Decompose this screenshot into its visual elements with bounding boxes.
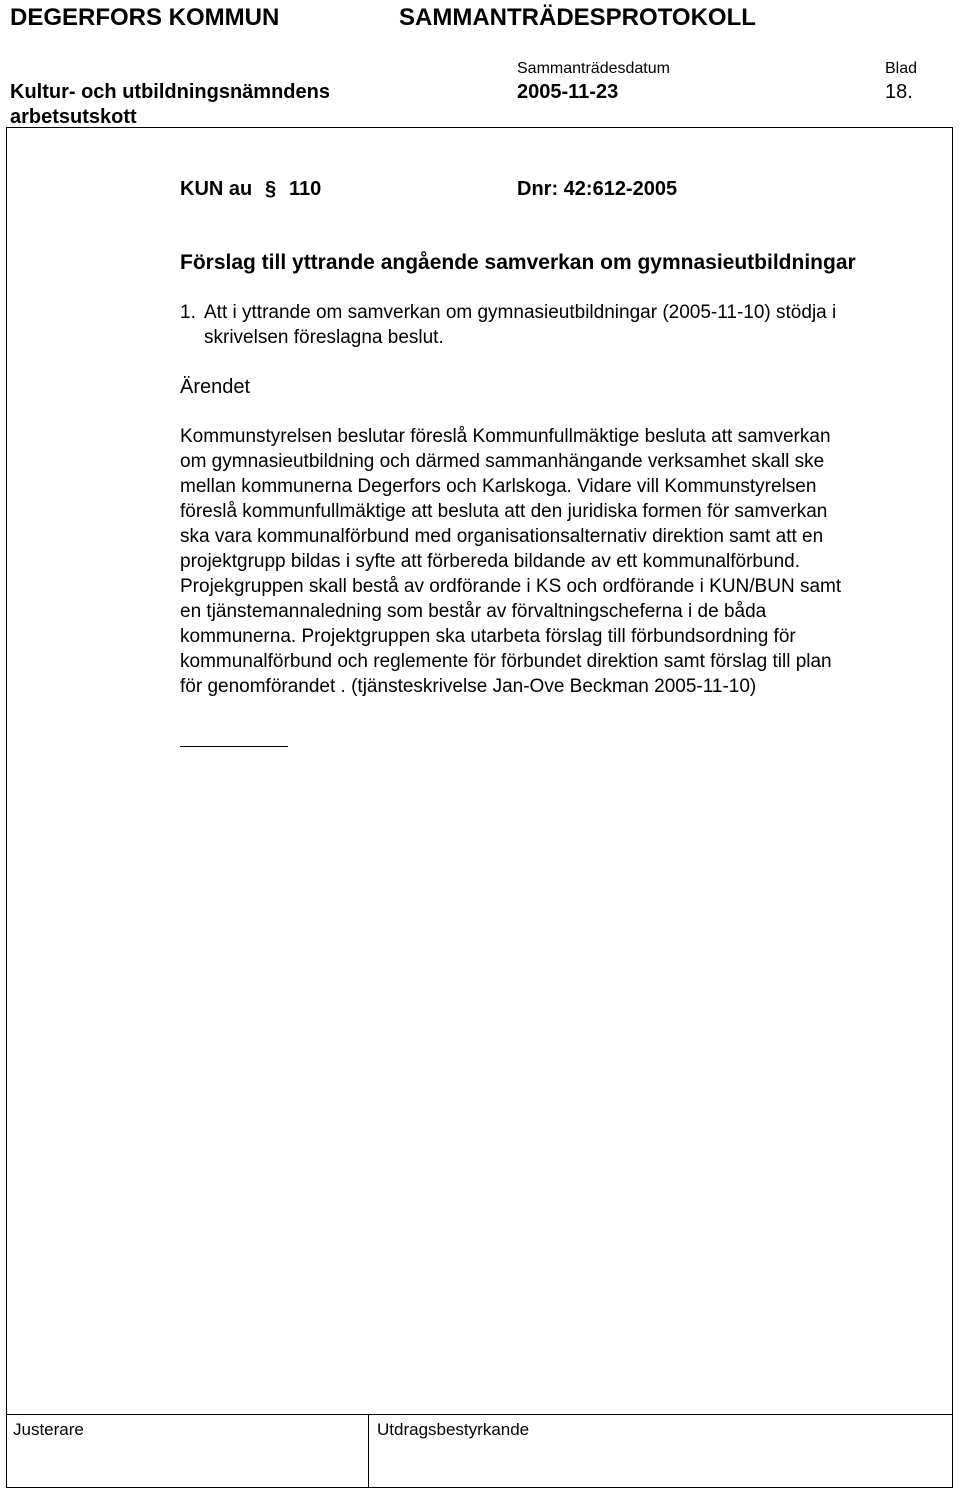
justerare-label: Justerare: [13, 1420, 84, 1439]
body-line: Projekgruppen skall bestå av ordförande i KS och ordförande i KUN/BUN samt: [180, 576, 842, 597]
body-line: ska vara kommunalförbund med organisationsalternativ direktion samt att en: [180, 526, 824, 547]
section-heading: Ärendet: [180, 376, 251, 398]
end-rule: [180, 746, 288, 747]
body-line: en tjänstemannaledning som består av förvaltningscheferna i de båda: [180, 601, 767, 622]
document-type: SAMMANTRÄDESPROTOKOLL: [399, 4, 756, 31]
case-title: Förslag till yttrande angående samverkan om gymnasieutbildningar: [180, 251, 856, 274]
page-label: Blad: [885, 60, 918, 77]
decision-number: 1.: [180, 302, 196, 323]
footer-column-divider: [368, 1414, 369, 1488]
body-line: föreslå kommunfullmäktige att besluta att den juridiska formen för samverkan: [180, 501, 828, 522]
utdragsbestyrkande-label: Utdragsbestyrkande: [377, 1420, 530, 1439]
meeting-date: 2005-11-23: [517, 81, 619, 103]
case-number: 110: [289, 178, 322, 200]
body-line: kommunerna. Projektgruppen ska utarbeta förslag till förbundsordning för: [180, 626, 796, 647]
committee-name-continued: arbetsutskott: [10, 106, 137, 128]
diary-number: Dnr: 42:612-2005: [517, 178, 678, 200]
decision-line: Att i yttrande om samverkan om gymnasieutbildningar (2005-11-10) stödja i: [204, 302, 837, 323]
body-line: projektgrupp bildas i syfte att förbereda bildande av ett kommunalförbund.: [180, 551, 800, 572]
body-line: kommunalförbund och reglemente för förbundet direktion samt förslag till plan: [180, 651, 832, 672]
committee-name: Kultur- och utbildningsnämndens: [10, 81, 330, 103]
case-body: [180, 424, 940, 699]
body-line: om gymnasieutbildning och därmed sammanhängande verksamhet skall ske: [180, 451, 825, 472]
body-line: för genomförandet . (tjänsteskrivelse Jan-Ove Beckman 2005-11-10): [180, 676, 757, 697]
body-line: Kommunstyrelsen beslutar föreslå Kommunfullmäktige besluta att samverkan: [180, 426, 831, 447]
page-number: 18.: [885, 81, 913, 103]
case-id: KUN au: [180, 178, 253, 200]
decision-item: [180, 300, 940, 350]
section-symbol: §: [265, 178, 277, 200]
body-line: mellan kommunerna Degerfors och Karlskoga. Vidare vill Kommunstyrelsen: [180, 476, 817, 497]
meeting-date-label: Sammanträdesdatum: [517, 60, 670, 77]
footer-divider-line: [6, 1414, 953, 1415]
organization-name: DEGERFORS KOMMUN: [10, 4, 280, 31]
decision-line: skrivelsen föreslagna beslut.: [204, 327, 444, 348]
